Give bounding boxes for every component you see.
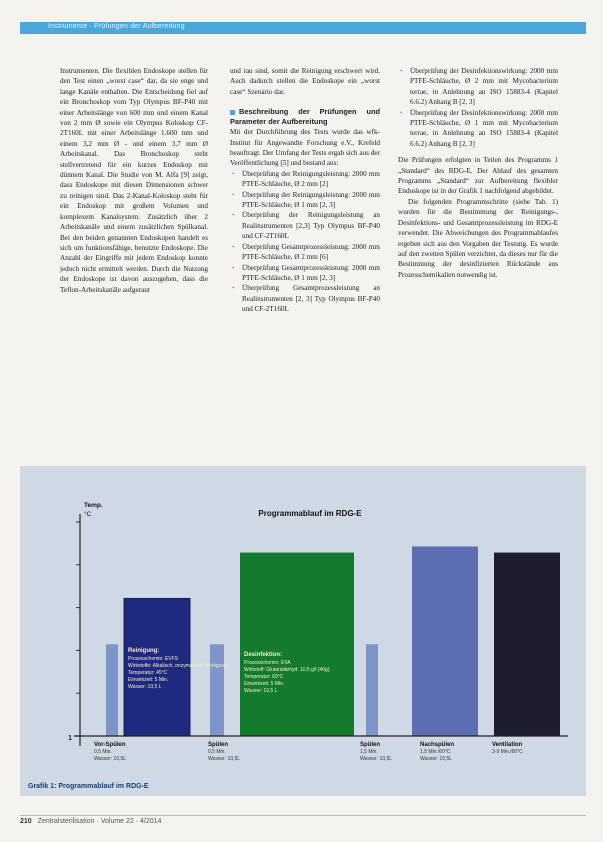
bar-sp-len xyxy=(366,644,378,736)
step-inner-detail: Wirkstoff: Glutaraldehyd: 10,5 g/l (40g) xyxy=(244,667,330,673)
column-2 xyxy=(230,66,380,315)
bar-desinfektion xyxy=(240,553,354,736)
figure-panel xyxy=(20,466,586,796)
col3-paragraph-2: Die folgenden Programmschritte (siehe Tab. 1) wurden für die Bestimmung der Reinigungs-, Desinfektions- und Gesamtprozessleistung im RDG-E verwendet. Die Abweichungen des Programmablaufes ergeben sich aus den Vorgaben der Testung. Es wurde auf den zweiten Spülen verzichtet, da dieses nur für die Bestimmung der desinfizierten Rückstände aus Prozesschemikalien notwendig ist. xyxy=(398,197,558,279)
step-bottom-detail: 0,5 Min. xyxy=(94,749,112,755)
bullet-item: • Überprüfung der Reinigungsleistung an Realinstrumenten [2,3] Typ Olympus BF-P40 und CF-2T160L xyxy=(230,210,380,241)
section-heading-text: Beschreibung der Prüfungen und Parameter der Aufbereitung xyxy=(230,107,380,127)
step-inner-detail: Wirkstoffe: Alkalisch, enzymatisch Reinigung xyxy=(128,663,227,669)
step-bottom-label: Nachspülen xyxy=(420,742,455,748)
step-bottom-label: Spülen xyxy=(360,742,381,748)
program-chart xyxy=(20,466,586,796)
bullet-item: • Überprüfung der Desinfektionswirkung: 2000 mm PTFE-Schläuche, Ø 2 mm mit Mycobacterium terrae, in Anlehnung an ISO 15883-4 (Kapitel 6.6.2) Anhang B [2, 3] xyxy=(398,66,558,108)
bullet-item: • Überprüfung Gesamtprozessleistung an Realinstrumenten [2, 3] Typ Olympus BF-P40 und CF-2T160L xyxy=(230,283,380,314)
journal-name: Zentralsterilisation · Volume 22 · 4/2014 xyxy=(37,818,162,825)
bar-sp-len xyxy=(210,644,224,736)
step-inner-detail: Prozesschemie: EVFS xyxy=(128,656,179,662)
step-bottom-detail: 1,5 Min./60°C xyxy=(420,749,451,755)
col3-paragraph-1: Die Prüfungen erfolgten in Teilen des Programms 1 „Standard“ des RDG-E. Der Ablauf des gesamten Programms „Standard“ zur Aufbereitung flexibler Endoskope ist in der Grafik 1 nachfolgend abgebildet. xyxy=(398,156,558,196)
bullet-item: • Überprüfung Gesamtprozessleistung: 2000 mm PTFE-Schläuche, Ø 1 mm [2, 3] xyxy=(230,263,380,284)
step-inner-label: Desinfektion: xyxy=(244,652,283,658)
step-inner-detail: Prozesschemie: EVA xyxy=(244,660,291,666)
bullet-item: • Überprüfung der Reinigungsleistung: 2000 mm PTFE-Schläuche, Ø 1 mm [2, 3] xyxy=(230,190,380,211)
page-number: 210 xyxy=(20,818,32,825)
y-axis-label-line-1: Temp. xyxy=(84,502,103,509)
step-bottom-detail: 1,5 Min. xyxy=(360,749,378,755)
bullet-item: • Überprüfung der Reinigungsleistung: 2000 mm PTFE-Schläuche, Ø 2 mm [2] xyxy=(230,169,380,190)
step-bottom-detail: Wasser: 10,5L xyxy=(94,756,127,762)
step-inner-detail: Temperatur: 60°C xyxy=(244,674,284,680)
step-inner-detail: Wasser: 10,5 L xyxy=(244,688,278,694)
column-1 xyxy=(60,66,208,295)
square-bullet-icon xyxy=(230,110,235,115)
col3-bullet-list xyxy=(398,66,558,149)
bar-nachsp-len xyxy=(412,546,478,736)
step-inner-detail: Einwirkzeit: 5 Min. xyxy=(128,677,169,683)
step-inner-detail: Einwirkzeit: 5 Min. xyxy=(244,681,285,687)
step-bottom-label: Spülen xyxy=(208,742,229,748)
axis-origin-label: 1 xyxy=(68,735,72,742)
column-3 xyxy=(398,66,558,280)
page-footer xyxy=(20,818,161,825)
footer-rule xyxy=(20,815,586,816)
bullet-item: • Überprüfung Gesamtprozessleistung: 2000 mm PTFE-Schläuche, Ø 2 mm [6] xyxy=(230,242,380,263)
chart-title: Programmablauf im RDG-E xyxy=(258,509,362,518)
bullet-item: • Überprüfung der Desinfektionswirkung: 2000 mm PTFE-Schläuche, Ø 1 mm mit Mycobacterium terrae, in Anlehnung an ISO 15883-4 (Kapitel 6.6.2) Anhang B [2, 3] xyxy=(398,108,558,150)
y-axis-label-line-2: °C xyxy=(84,511,92,518)
step-bottom-label: Vor-Spülen xyxy=(94,742,126,748)
step-bottom-detail: Wasser: 10,5L xyxy=(420,756,453,762)
step-bottom-detail: 0,5 Min. xyxy=(208,749,226,755)
section-heading xyxy=(230,107,380,127)
step-bottom-label: Ventilation xyxy=(492,742,523,748)
bar-vor-sp-len xyxy=(106,644,118,736)
running-header: Instrumente · Prüfungen der Aufbereitung xyxy=(48,23,185,30)
step-bottom-detail: 3-9 Min./60°C xyxy=(492,749,523,755)
step-bottom-detail: Wasser: 10,5L xyxy=(360,756,393,762)
col1-paragraph: Instrumenten. Die flexiblen Endoskope stellen für den Test einen „worst case“ dar, da sie enge und lange Kanäle enthalten. Die Entscheidung fiel auf ein Bronchoskop vom Typ Olympus BF-P40 mit einer Arbeitslänge von 600 mm und einem Kanal von 2 mm Ø sowie ein Olympus Koloskop CF-2T160L mit einer Arbeitslänge 1.600 mm und einem 3,2 mm Ø - und einem 3,7 mm Ø Arbeitskanal. Das Bronchoskop steht stellvertretend für ein kurzes Endoskop mit dünnem Kanal. Die Studie von M. Alfa [9] zeigt, dass Endoskope mit diesen Dimensionen schwer zu reinigen sind. Das 2-Kanal-Koloskop steht für ein Endoskop mit großem Volumen und komplexem Kanalsystem. Zusätzlich über 2 Arbeitskanäle und einem zusätzlichen Spülkanal. Bei den beiden genannten Endoskopen handelt es sich um funktionsfähige, benutzte Endoskope. Die Anzahl der Eingriffe mit jedem Endoskop konnte jedoch nicht ermittelt werden. Durch die Nutzung der Endoskope ist davon auszugehen, dass die Teflon-Arbeitskanäle aufgeraut xyxy=(60,67,208,294)
figure-caption: Grafik 1: Programmablauf im RDG-E xyxy=(28,783,149,790)
step-inner-detail: Wasser: 10,5 L xyxy=(128,684,162,690)
step-bottom-detail: Wasser: 10,5L xyxy=(208,756,241,762)
bar-ventilation xyxy=(494,553,560,736)
col2-paragraph: und rau sind, somit die Reinigung erschwert wird. Auch dadurch stellen die Endoskope ein „worst case“ Szenario dar. xyxy=(230,67,380,96)
step-inner-label: Reinigung: xyxy=(128,648,160,654)
step-inner-detail: Temperatur: 45°C xyxy=(128,670,168,676)
col2-bullet-list xyxy=(230,169,380,315)
col2-intro: Mit der Durchführung des Tests wurde das wfk-Institut für Angewandte Forschung e.V., Krefeld beauftragt. Der Umfang der Tests ergab sich aus der Veröffentlichung [5] und bestand aus: xyxy=(230,128,380,168)
